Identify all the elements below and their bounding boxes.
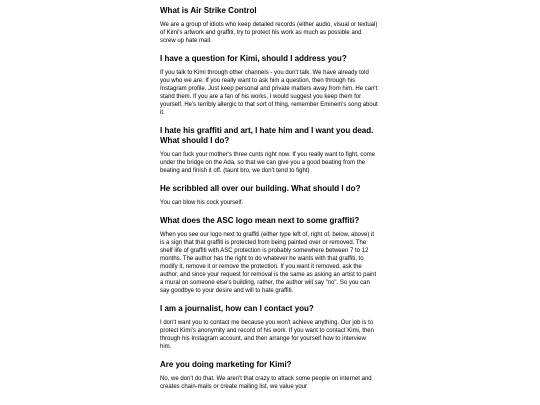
faq-answer: I don't want you to contact me because you won't achieve anything. Our job is to protect Kimi's anonymity and record of his work. If you want to contact Kimi, then through his Instagram account, and then arrange for yourself how to interview him.	[160, 320, 374, 350]
faq-question: He scribbled all over our building. What should I do?	[160, 184, 361, 193]
faq-answer: You can fuck your mother's three cunts right now. If you really want to fight, come under the bridge on the Ada, so that we can give you a good beating from the beating and finish it off. (taunt bro, we don't tend to fight)	[160, 152, 376, 174]
faq-question: Are you doing marketing for Kimi?	[160, 360, 292, 369]
faq-question: What is Air Strike Control	[160, 6, 257, 15]
faq-answer: No, we don't do that. We aren't that crazy to attack some people on internet and creates chain-mails or create mailing list, we value your	[160, 376, 372, 390]
faq-question: What does the ASC logo mean next to some graffiti?	[160, 216, 360, 225]
faq-answer: When you see our logo next to graffiti (either type left of, right of, below, above) it is a sign that that graffiti is protected from being painted over or removed. The shelf life of graffiti with ASC protection is probably somewhere between 7 to 12 months. The author has the right to do whatever he wants with that graffiti, to modify it, remove it or remove the protection. If you want it removed, ask the author, and since your request for removal is the same as asking an artist to paint a mural on someone else's building, rather, the author will say "no". So you can say goodbye to your desire and will to hate graffiti.	[160, 232, 377, 294]
faq-question: I have a question for Kimi, should I address you?	[160, 54, 347, 63]
faq-answer: You can blow his cock yourself.	[160, 200, 244, 206]
faq-page	[160, 6, 378, 400]
faq-answer: If you talk to Kimi through other channels - you don't talk. We have already told you who we are. If you really want to ask him a question, then through his Instagram profile. Just keep personal and private matters away from him. He can't stand them. If you are a fan of his works, I would suggest you keep them for yourself. He's terribly allergic to that sort of thing, remember Eminem's song about it.	[160, 70, 378, 116]
faq-question: I hate his graffiti and art, I hate him and I want you dead. What should I do?	[160, 126, 374, 145]
faq-answer: We are a group of idiots who keep detailed records (either audio, visual or textual) of Kimi's artwork and graffiti, try to protect his work as much as possible and screw up hate mail.	[160, 22, 378, 44]
faq-question: I am a journalist, how can I contact you?	[160, 304, 314, 313]
